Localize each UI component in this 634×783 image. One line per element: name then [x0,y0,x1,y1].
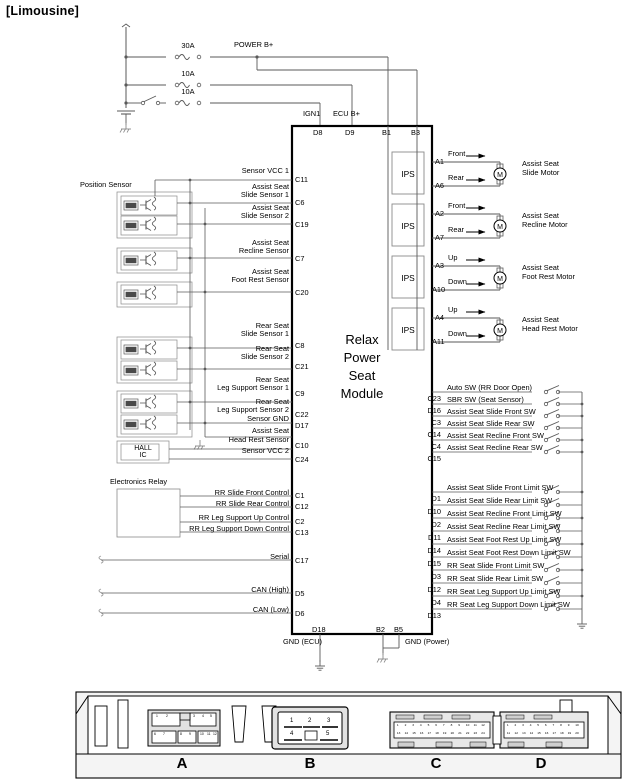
module-name-line-2: Power [343,350,381,365]
switch-pin-c4: C4 [431,442,441,451]
module-name-line-3: Seat [348,368,376,383]
signal-label-assist-slide-2-l2: Slide Sensor 2 [240,211,289,220]
signal-label-rear-slide-2-l2: Slide Sensor 2 [240,352,289,361]
connector-d-pin-15: 15 [537,730,541,735]
comm-label-can-high: CAN (High) [251,585,289,594]
connector-c-pin-14: 14 [404,730,409,735]
switch-pin-c14: C14 [427,430,441,439]
terminal-pin-d8: D8 [313,128,323,137]
page-title: [Limousine] [6,4,80,18]
connector-c-pin-24: 24 [481,730,485,735]
connector-a-pin-12: 12 [213,732,217,736]
signal-label-rear-slide-2-l1: Rear Seat [255,344,289,353]
signal-label-assist-slide-1-l1: Assist Seat [252,182,289,191]
connector-a-pin-6: 6 [154,732,156,736]
switch-label-assist-recline-front: Assist Seat Recline Front SW [447,431,544,440]
motor-pin-a7: A7 [435,233,445,242]
connector-d-pin-5: 5 [537,722,540,727]
motor-dir-rear-2: Rear [448,225,465,234]
signal-label-assist-headrest-l1: Assist Seat [252,426,289,435]
signal-label-rear-leg-1-l1: Rear Seat [255,375,289,384]
relay-label-rr-leg-down: RR Leg Support Down Control [189,524,289,533]
connector-d-pin-2: 2 [514,722,517,727]
signal-pin-c9: C9 [295,389,305,398]
comm-pin-d6: D6 [295,609,305,618]
switch-pin-d2: D2 [431,520,441,529]
switch-pin-d15: D15 [427,559,441,568]
switch-label-assist-footrest-down-limit: Assist Seat Foot Rest Down Limit SW [447,548,571,557]
signal-pin-c22: C22 [295,410,309,419]
connector-d-pin-12: 12 [514,730,518,735]
switch-pin-d13: D13 [427,611,441,620]
relay-label-rr-leg-up: RR Leg Support Up Control [198,513,289,522]
motor-pin-a2: A2 [435,209,445,218]
connector-c-pin-3: 3 [412,722,414,727]
connector-c-pin-21: 21 [458,730,462,735]
gnd-pin-d18: D18 [312,625,326,634]
connector-d-pin-4: 4 [529,722,532,727]
motor-pin-a4: A4 [435,313,445,322]
signal-label-sensor-vcc-1: Sensor VCC 1 [241,166,289,175]
ips-block-2-label: IPS [401,221,415,231]
signal-label-sensor-vcc-2: Sensor VCC 2 [241,446,289,455]
motor-dir-up-4: Up [448,305,458,314]
switch-label-rr-leg-down-limit: RR Seat Leg Support Down Limit SW [447,600,570,609]
hall-ic-label-line1: HALL [134,445,152,452]
connector-c-pin-12: 12 [481,722,485,727]
signal-label-rear-slide-1-l1: Rear Seat [255,321,289,330]
motor-name-3-line1: Assist Seat [522,263,559,272]
motor-dir-front-2: Front [448,201,466,210]
signal-pin-c19: C19 [295,220,309,229]
connector-label-b: B [304,755,316,772]
gnd-pin-b5: B5 [394,625,404,634]
fuse-rating-10a-1: 10A [181,69,195,78]
signal-label-rear-slide-1-l2: Slide Sensor 1 [240,329,289,338]
connector-c-pin-19: 19 [442,730,447,735]
connector-a-pin-10: 10 [200,732,204,736]
connector-d-pin-16: 16 [544,730,549,735]
connector-b-pin-4: 4 [290,731,294,737]
signal-pin-c7: C7 [295,254,305,263]
switch-label-assist-slide-rear-limit: Assist Seat Slide Rear Limit SW [447,496,553,505]
connector-a-pin-4: 4 [202,714,204,718]
connector-b-pin-2: 2 [308,718,312,724]
terminal-pin-d9: D9 [345,128,355,137]
relay-pin-c13: C13 [295,528,309,537]
connector-d-pin-18: 18 [560,730,564,735]
connector-d-pin-17: 17 [552,730,556,735]
terminal-pin-b1: B1 [382,128,392,137]
svg-text:M: M [497,171,503,179]
connector-d-pin-19: 19 [567,730,572,735]
connector-d-pin-11: 11 [506,730,511,735]
signal-pin-d17: D17 [295,421,309,430]
signal-label-assist-recline-l1: Assist Seat [252,238,289,247]
gnd-power-label: GND (Power) [405,637,450,646]
switch-label-auto-sw: Auto SW (RR Door Open) [447,383,533,392]
ips-block-4-label: IPS [401,325,415,335]
signal-label-assist-slide-2-l1: Assist Seat [252,203,289,212]
fuse-rating-10a-2: 10A [181,87,195,96]
connector-c-pin-15: 15 [412,730,416,735]
connector-c-pin-16: 16 [419,730,424,735]
comm-pin-d5: D5 [295,589,305,598]
motor-name-3-line2: Foot Rest Motor [522,272,575,281]
module-name-line-4: Module [340,386,384,401]
motor-pin-a10: A10 [432,285,446,294]
connector-c-pin-7: 7 [442,722,445,727]
connector-a-pin-1: 1 [156,714,158,718]
motor-pin-a6: A6 [435,181,445,190]
signal-label-sensor-gnd: Sensor GND [247,414,289,423]
connector-c-pin-1: 1 [396,722,399,727]
motor-pin-a3: A3 [435,261,445,270]
relay-label-rr-slide-front: RR Slide Front Control [214,488,289,497]
signal-label-assist-headrest-l2: Head Rest Sensor [228,435,289,444]
connector-d-pin-20: 20 [575,730,579,735]
connector-a-pin-3: 3 [193,714,195,718]
motor-dir-down-3: Down [448,277,467,286]
switch-pin-d1: D1 [431,494,441,503]
terminal-pin-b3: B3 [411,128,421,137]
svg-text:M: M [497,327,503,335]
signal-label-rear-leg-1-l2: Leg Support Sensor 1 [217,383,289,392]
connector-b-pin-5: 5 [326,731,330,737]
switch-pin-d4: D4 [431,598,441,607]
connector-c-pin-4: 4 [419,722,422,727]
signal-pin-c8: C8 [295,341,305,350]
connector-c-pin-8: 8 [450,722,453,727]
signal-label-rear-leg-2-l2: Leg Support Sensor 2 [217,405,289,414]
switch-label-assist-recline-rear: Assist Seat Recline Rear SW [447,443,543,452]
signal-label-rear-leg-2-l1: Rear Seat [255,397,289,406]
switch-label-assist-slide-rear: Assist Seat Slide Rear SW [447,419,535,428]
comm-pin-c17: C17 [295,556,309,565]
connector-label-d: D [535,755,547,772]
electronics-relay-label: Electronics Relay [110,477,168,486]
fuse-rating-30a: 30A [181,41,195,50]
connector-c-pin-13: 13 [396,730,401,735]
connector-a-pin-7: 7 [163,732,165,736]
connector-d-pin-13: 13 [522,730,526,735]
connector-label-c: C [430,755,442,772]
switch-pin-d16: D16 [427,406,441,415]
power-bplus-label: POWER B+ [234,40,274,49]
relay-pin-c2: C2 [295,517,305,526]
motor-name-4-line2: Head Rest Motor [522,324,578,333]
connector-b-pin-1: 1 [290,718,294,724]
motor-name-1-line1: Assist Seat [522,159,559,168]
connector-c-pin-23: 23 [473,730,478,735]
switch-pin-d12: D12 [427,585,441,594]
motor-name-2-line2: Recline Motor [522,220,568,229]
gnd-pin-b2: B2 [376,625,386,634]
connector-a-pin-5: 5 [210,714,212,718]
position-sensor-label: Position Sensor [80,180,132,189]
switch-label-assist-footrest-up-limit: Assist Seat Foot Rest Up Limit SW [447,535,562,544]
relay-pin-c1: C1 [295,491,305,500]
switch-pin-d14: D14 [427,546,441,555]
signal-label-assist-recline-l2: Recline Sensor [238,246,289,255]
motor-dir-rear-1: Rear [448,173,465,182]
ips-block-3-label: IPS [401,273,415,283]
signal-pin-c21: C21 [295,362,309,371]
connector-c-pin-17: 17 [427,730,432,735]
motor-dir-front-1: Front [448,149,466,158]
ips-block-1-label: IPS [401,169,415,179]
connector-a-pin-2: 2 [166,714,168,718]
connector-c-pin-5: 5 [427,722,430,727]
svg-text:M: M [497,223,503,231]
connector-c-pin-20: 20 [450,730,455,735]
signal-pin-c20: C20 [295,288,309,297]
comm-label-can-low: CAN (Low) [252,605,289,614]
connector-label-a: A [176,755,188,772]
terminal-label-ign1: IGN1 [303,109,321,118]
connector-d-pin-6: 6 [544,722,547,727]
connector-d-pin-7: 7 [552,722,555,727]
connector-c-pin-22: 22 [465,730,470,735]
motor-pin-a1: A1 [435,157,445,166]
motor-name-1-line2: Slide Motor [522,168,560,177]
signal-pin-c6: C6 [295,198,305,207]
connector-c-pin-9: 9 [458,722,460,727]
module-name-line-1: Relax [345,332,379,347]
switch-pin-c15: C15 [427,454,441,463]
switch-label-rr-slide-front-limit: RR Seat Slide Front Limit SW [447,561,545,570]
switch-label-rr-slide-rear-limit: RR Seat Slide Rear Limit SW [447,574,544,583]
motor-pin-a11: A11 [432,337,445,346]
switch-pin-c3: C3 [431,418,441,427]
signal-pin-c24: C24 [295,455,309,464]
switch-label-assist-slide-front: Assist Seat Slide Front SW [447,407,536,416]
motor-dir-down-4: Down [448,329,467,338]
connector-c-pin-10: 10 [465,722,470,727]
connector-a-pin-11: 11 [207,732,211,736]
connector-d-pin-8: 8 [560,722,562,727]
connector-b-pin-3: 3 [327,718,331,724]
connector-d-pin-3: 3 [522,722,524,727]
switch-label-assist-slide-front-limit: Assist Seat Slide Front Limit SW [447,483,554,492]
switch-label-rr-leg-up-limit: RR Seat Leg Support Up Limit SW [447,587,561,596]
connector-c-pin-6: 6 [435,722,437,727]
switch-pin-d11: D11 [427,533,441,542]
connector-a-pin-8: 8 [180,732,182,736]
switch-pin-d10: D10 [427,507,441,516]
signal-pin-c11: C11 [295,175,309,184]
svg-text:M: M [497,275,503,283]
switch-label-sbr-sw: SBR SW (Seat Sensor) [447,395,524,404]
connector-c-pin-18: 18 [435,730,439,735]
signal-label-assist-footrest-l1: Assist Seat [252,267,289,276]
gnd-ecu-label: GND (ECU) [283,637,323,646]
terminal-label-ecu-bplus: ECU B+ [333,109,360,118]
motor-name-2-line1: Assist Seat [522,211,559,220]
connector-d-pin-10: 10 [575,722,579,727]
motor-dir-up-3: Up [448,253,458,262]
connector-d-pin-9: 9 [567,722,570,727]
relay-pin-c12: C12 [295,502,309,511]
connector-c-pin-2: 2 [404,722,407,727]
switch-label-assist-recline-front-limit: Assist Seat Recline Front Limit SW [447,509,562,518]
connector-c-pin-11: 11 [473,722,477,727]
connector-a-pin-9: 9 [189,732,191,736]
connector-d-pin-14: 14 [529,730,534,735]
relay-label-rr-slide-rear: RR Slide Rear Control [215,499,289,508]
hall-ic-label-line2: IC [139,452,147,459]
signal-pin-c10: C10 [295,441,309,450]
comm-label-serial: Serial [270,552,289,561]
switch-pin-d3: D3 [431,572,441,581]
motor-name-4-line1: Assist Seat [522,315,559,324]
switch-pin-c23: C23 [427,394,441,403]
signal-label-assist-slide-1-l2: Slide Sensor 1 [240,190,289,199]
switch-label-assist-recline-rear-limit: Assist Seat Recline Rear Limit SW [447,522,561,531]
signal-label-assist-footrest-l2: Foot Rest Sensor [231,275,289,284]
connector-d-pin-1: 1 [506,722,509,727]
